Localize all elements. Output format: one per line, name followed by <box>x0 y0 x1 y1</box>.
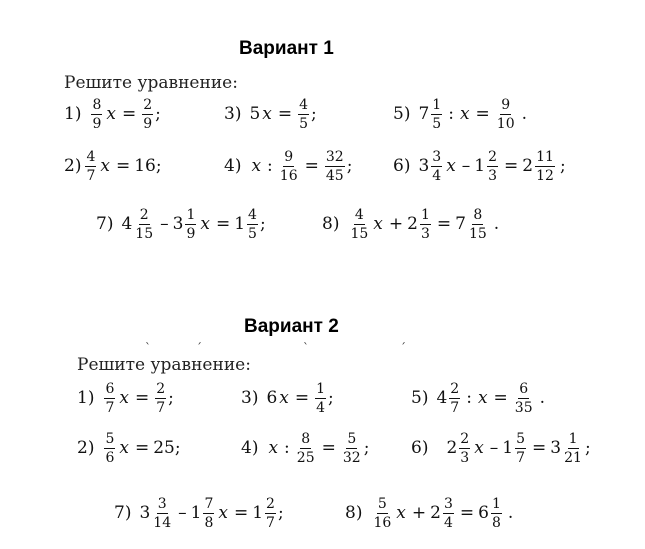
fraction: $\frac{5}{32}$ <box>342 431 361 466</box>
variant-2-title: Вариант 2 <box>244 316 339 337</box>
fraction: $\frac{2}{7}$ <box>450 381 460 416</box>
variant-1-title: Вариант 1 <box>239 38 334 59</box>
fraction: $\frac{1}{9}$ <box>186 207 196 242</box>
fraction: $\frac{2}{7}$ <box>156 381 166 416</box>
fraction: $\frac{5}{6}$ <box>105 431 115 466</box>
fraction: $\frac{3}{4}$ <box>443 496 453 531</box>
v2-problem-6: 6) 2 $\frac{2}{3}$ x – 1 $\frac{5}{7}$ = 3 $\frac{1}{21}$ ; <box>411 431 591 466</box>
fraction: $\frac{8}{9}$ <box>92 97 102 132</box>
v1-problem-1: 1) $\frac{8}{9}$ x = $\frac{2}{9}$ ; <box>64 97 161 132</box>
v2-problem-1: 1) $\frac{6}{7}$ x = $\frac{2}{7}$ ; <box>77 381 174 416</box>
v1-problem-3: 3) 5 x = $\frac{4}{5}$ ; <box>224 97 317 132</box>
fraction: $\frac{2}{3}$ <box>488 149 498 184</box>
fraction: $\frac{6}{7}$ <box>105 381 115 416</box>
fraction: $\frac{3}{14}$ <box>153 496 172 531</box>
fraction: $\frac{9}{10}$ <box>496 97 515 132</box>
v1-problem-8: 8) $\frac{4}{15}$ x + 2 $\frac{1}{3}$ = 7 $\frac{8}{15}$ . <box>322 207 500 242</box>
fraction: $\frac{5}{16}$ <box>373 496 392 531</box>
v1-problem-6: 6) 3 $\frac{3}{4}$ x – 1 $\frac{2}{3}$ = 2 $\frac{11}{12}$ ; <box>393 149 566 184</box>
fraction: $\frac{5}{7}$ <box>516 431 526 466</box>
scan-mark: ˋ <box>303 341 309 355</box>
fraction: $\frac{1}{5}$ <box>432 97 442 132</box>
fraction: $\frac{7}{8}$ <box>204 496 214 531</box>
v1-problem-7: 7) 4 $\frac{2}{15}$ – 3 $\frac{1}{9}$ x = 1 $\frac{4}{5}$ ; <box>96 207 266 242</box>
scan-mark: ˋ <box>145 341 151 355</box>
v1-problem-5: 5) 7 $\frac{1}{5}$ : x = $\frac{9}{10}$ . <box>393 97 528 132</box>
v2-problem-3: 3) 6 x = $\frac{1}{4}$ ; <box>241 381 334 416</box>
v2-problem-4: 4) x : $\frac{8}{25}$ = $\frac{5}{32}$ ; <box>241 431 370 466</box>
fraction: $\frac{4}{7}$ <box>86 149 96 184</box>
v2-problem-7: 7) 3 $\frac{3}{14}$ – 1 $\frac{7}{8}$ x = 1 $\frac{2}{7}$ ; <box>114 496 284 531</box>
fraction: $\frac{6}{35}$ <box>514 381 533 416</box>
fraction: $\frac{32}{45}$ <box>325 149 344 184</box>
scan-mark: ˊ <box>196 341 202 355</box>
variant-1-instruction: Решите уравнение: <box>64 73 238 93</box>
fraction: $\frac{1}{8}$ <box>491 496 501 531</box>
fraction: $\frac{1}{3}$ <box>420 207 430 242</box>
v1-problem-4: 4) x : $\frac{9}{16}$ = $\frac{32}{45}$ ; <box>224 149 353 184</box>
fraction: $\frac{2}{15}$ <box>135 207 154 242</box>
fraction: $\frac{11}{12}$ <box>536 149 554 184</box>
scan-mark: ˊ <box>400 341 406 355</box>
fraction: $\frac{2}{3}$ <box>460 431 470 466</box>
fraction: $\frac{1}{4}$ <box>316 381 326 416</box>
v2-problem-8: 8) $\frac{5}{16}$ x + 2 $\frac{3}{4}$ = 6 $\frac{1}{8}$ . <box>345 496 514 531</box>
v2-problem-5: 5) 4 $\frac{2}{7}$ : x = $\frac{6}{35}$ . <box>411 381 546 416</box>
fraction: $\frac{4}{5}$ <box>299 97 309 132</box>
fraction: $\frac{8}{15}$ <box>468 207 487 242</box>
fraction: $\frac{8}{25}$ <box>296 431 315 466</box>
v2-problem-2: 2) $\frac{5}{6}$ x = 25 ; <box>77 431 181 466</box>
fraction: $\frac{9}{16}$ <box>279 149 298 184</box>
fraction: $\frac{2}{7}$ <box>266 496 275 531</box>
fraction: $\frac{3}{4}$ <box>432 149 442 184</box>
v1-problem-2: 2) $\frac{4}{7}$ x = 16 ; <box>64 149 162 184</box>
fraction: $\frac{4}{15}$ <box>350 207 369 242</box>
fraction: $\frac{2}{9}$ <box>143 97 153 132</box>
variant-2-instruction: Решите уравнение: <box>77 355 251 375</box>
fraction: $\frac{4}{5}$ <box>248 207 257 242</box>
fraction: $\frac{1}{21}$ <box>564 431 582 466</box>
